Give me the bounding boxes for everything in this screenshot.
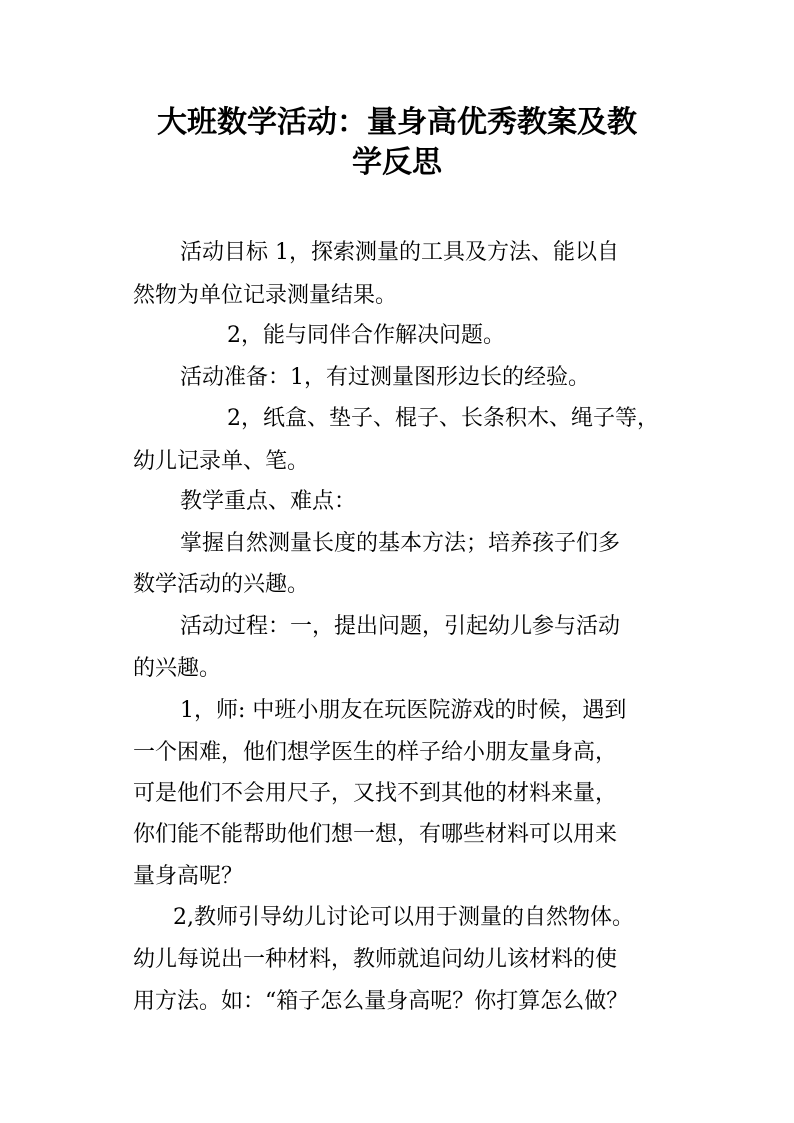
- document-title-line-2: 学反思: [352, 145, 442, 180]
- document-title-line-1: 大班数学活动：量身高优秀教案及教: [157, 105, 637, 140]
- body-line-14: 可是他们不会用尺子，又找不到其他的材料来量，: [133, 781, 618, 806]
- body-line-16: 量身高呢？: [133, 864, 244, 889]
- body-line-3: 2，能与同伴合作解决问题。: [227, 323, 505, 348]
- body-line-13: 一个困难，他们想学医生的样子给小朋友量身高，: [133, 740, 618, 765]
- body-line-5: 2，纸盒、垫子、棍子、长条积木、绳子等，: [227, 406, 659, 431]
- body-line-6: 幼儿记录单、笔。: [133, 449, 310, 474]
- body-line-9: 数学活动的兴趣。: [133, 572, 310, 597]
- body-line-18: 幼儿每说出一种材料，教师就追问幼儿该材料的使: [133, 947, 618, 972]
- body-line-1: 活动目标 1，探索测量的工具及方法、能以自: [180, 240, 619, 265]
- body-line-12: 1，师: 中班小朋友在玩医院游戏的时候，遇到: [180, 698, 627, 723]
- body-line-19: 用方法。如：“箱子怎么量身高呢？你打算怎么做？: [133, 989, 629, 1014]
- body-line-4: 活动准备：1，有过测量图形边长的经验。: [180, 365, 590, 390]
- body-line-7: 教学重点、难点：: [180, 489, 357, 514]
- body-line-15: 你们能不能帮助他们想一想，有哪些材料可以用来: [133, 822, 618, 847]
- body-line-11: 的兴趣。: [133, 656, 222, 681]
- body-line-10: 活动过程：一，提出问题，引起幼儿参与活动: [180, 614, 621, 639]
- body-line-8: 掌握自然测量长度的基本方法；培养孩子们多: [180, 531, 621, 556]
- body-line-17: 2,教师引导幼儿讨论可以用于测量的自然物体。: [173, 905, 634, 930]
- body-line-2: 然物为单位记录测量结果。: [133, 283, 398, 308]
